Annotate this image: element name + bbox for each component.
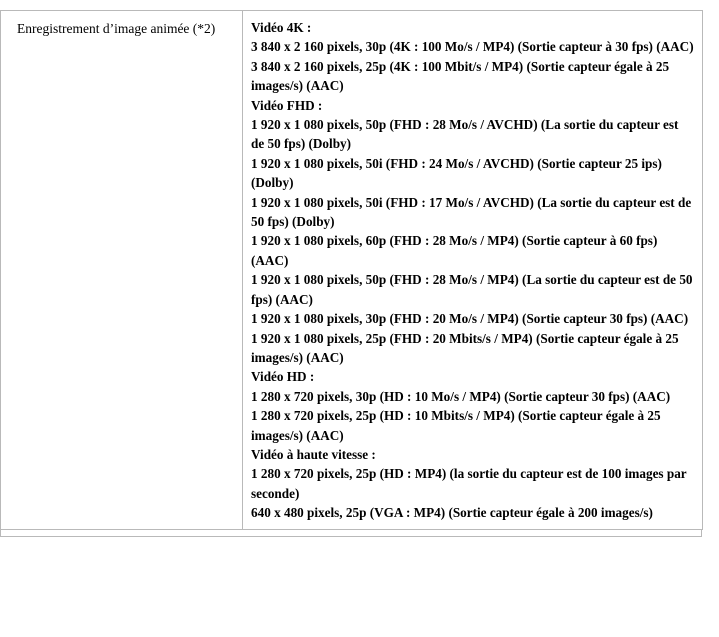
- spec-entry: 1 280 x 720 pixels, 25p (HD : 10 Mbits/s / MP4) (Sortie capteur égale à 25 images/s) (AAC): [251, 408, 661, 443]
- row-label-text: Enregistrement d’image animée (*2): [17, 21, 216, 36]
- spec-entry: 1 920 x 1 080 pixels, 50p (FHD : 28 Mo/s / AVCHD) (La sortie du capteur est de 50 fps) (Dolby): [251, 117, 679, 152]
- right-margin: [703, 10, 719, 530]
- table-body: [1, 11, 703, 530]
- group-title-high-speed: Vidéo à haute vitesse :: [251, 446, 376, 462]
- spec-entry: 1 280 x 720 pixels, 30p (HD : 10 Mo/s / MP4) (Sortie capteur 30 fps) (AAC): [251, 388, 671, 404]
- table-row: [1, 11, 703, 530]
- table-bottom-row: [0, 530, 702, 537]
- spec-entry: 1 920 x 1 080 pixels, 60p (FHD : 28 Mo/s / MP4) (Sortie capteur à 60 fps) (AAC): [251, 233, 658, 268]
- top-margin: [0, 0, 719, 10]
- spec-entry: 1 920 x 1 080 pixels, 25p (FHD : 20 Mbits/s / MP4) (Sortie capteur égale à 25 images/s) (AAC): [251, 330, 679, 365]
- group-title-4k: Vidéo 4K :: [251, 20, 312, 35]
- spec-entry: 1 920 x 1 080 pixels, 50p (FHD : 28 Mo/s / MP4) (La sortie du capteur est de 50 fps) (AAC): [251, 272, 693, 307]
- spec-entry: 3 840 x 2 160 pixels, 25p (4K : 100 Mbit/s / MP4) (Sortie capteur égale à 25 images/s) (AAC): [251, 58, 670, 94]
- group-title-hd: Vidéo HD :: [251, 369, 315, 385]
- spec-entry: 3 840 x 2 160 pixels, 30p (4K : 100 Mo/s / MP4) (Sortie capteur à 30 fps) (AAC): [251, 39, 694, 55]
- spec-entry: 1 280 x 720 pixels, 25p (HD : MP4) (la sortie du capteur est de 100 images par seconde): [251, 466, 687, 501]
- group-title-fhd: Vidéo FHD :: [251, 97, 323, 113]
- row-value-cell: [243, 11, 703, 530]
- spec-entry: 1 920 x 1 080 pixels, 30p (FHD : 20 Mo/s / MP4) (Sortie capteur 30 fps) (AAC): [251, 311, 689, 327]
- specifications-table-wrapper: [0, 10, 719, 530]
- spec-entry: 1 920 x 1 080 pixels, 50i (FHD : 24 Mo/s / AVCHD) (Sortie capteur 25 ips) (Dolby): [251, 155, 662, 191]
- spec-entry: 640 x 480 pixels, 25p (VGA : MP4) (Sortie capteur égale à 200 images/s): [251, 505, 653, 521]
- specifications-table: [0, 10, 703, 530]
- video-recording-specs: [243, 11, 702, 529]
- spec-entry: 1 920 x 1 080 pixels, 50i (FHD : 17 Mo/s / AVCHD) (La sortie du capteur est de 50 fps) (Dolby): [251, 194, 692, 230]
- row-label-cell: [1, 11, 243, 530]
